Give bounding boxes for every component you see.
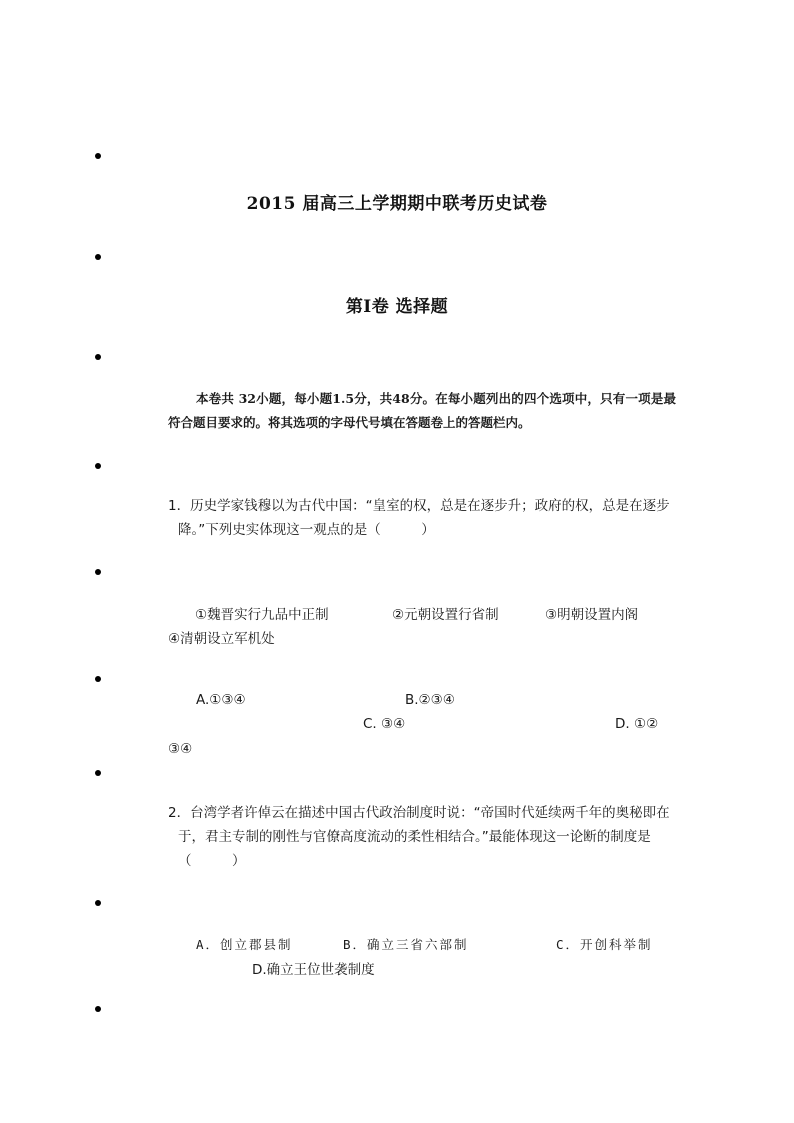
q1-item-4: ④清朝设立军机处 — [168, 631, 275, 647]
q2-option-b: B．确立三省六部制 — [343, 937, 469, 952]
page-title: 2015 届高三上学期期中联考历史试卷 — [246, 194, 548, 214]
q1-item-2: ②元朝设置行省制 — [392, 607, 499, 623]
q1-option-c: C. ③④ — [363, 716, 406, 732]
list-bullet — [95, 1006, 101, 1012]
question-2-stem: 2．台湾学者许倬云在描述中国古代政治制度时说：“帝国时代延续两千年的奥秘即在于，君主专制的刚性与官僚高度流动的柔性相结合。”最能体现这一论断的制度是（ ） — [168, 805, 670, 869]
q1-option-b: B.②③④ — [405, 692, 455, 708]
list-bullet — [95, 254, 101, 260]
list-bullet — [95, 676, 101, 682]
list-bullet — [95, 900, 101, 906]
instructions-text: 本卷共 32小题，每小题1.5分，共48分。在每小题列出的四个选项中，只有一项是最符合题目要求的。将其选项的字母代号填在答题卷上的答题栏内。 — [168, 391, 676, 430]
q1-option-d-continued: ③④ — [168, 741, 193, 757]
list-bullet — [95, 153, 101, 159]
list-bullet — [95, 770, 101, 776]
q2-option-d: D.确立王位世袭制度 — [252, 962, 375, 978]
q1-item-3: ③明朝设置内阁 — [545, 607, 639, 623]
q2-option-a: A．创立郡县制 — [196, 937, 293, 952]
q1-option-d: D. ①② — [615, 716, 659, 732]
q1-option-a: A.①③④ — [196, 692, 246, 708]
list-bullet — [95, 463, 101, 469]
section-title: 第Ⅰ卷 选择题 — [345, 297, 449, 317]
list-bullet — [95, 569, 101, 575]
q2-option-c: C．开创科举制 — [556, 937, 653, 952]
list-bullet — [95, 354, 101, 360]
q1-item-1: ①魏晋实行九品中正制 — [195, 607, 329, 623]
question-1-stem: 1．历史学家钱穆以为古代中国：“皇室的权，总是在逐步升；政府的权，总是在逐步降。”下列史实体现这一观点的是（ ） — [168, 498, 670, 538]
